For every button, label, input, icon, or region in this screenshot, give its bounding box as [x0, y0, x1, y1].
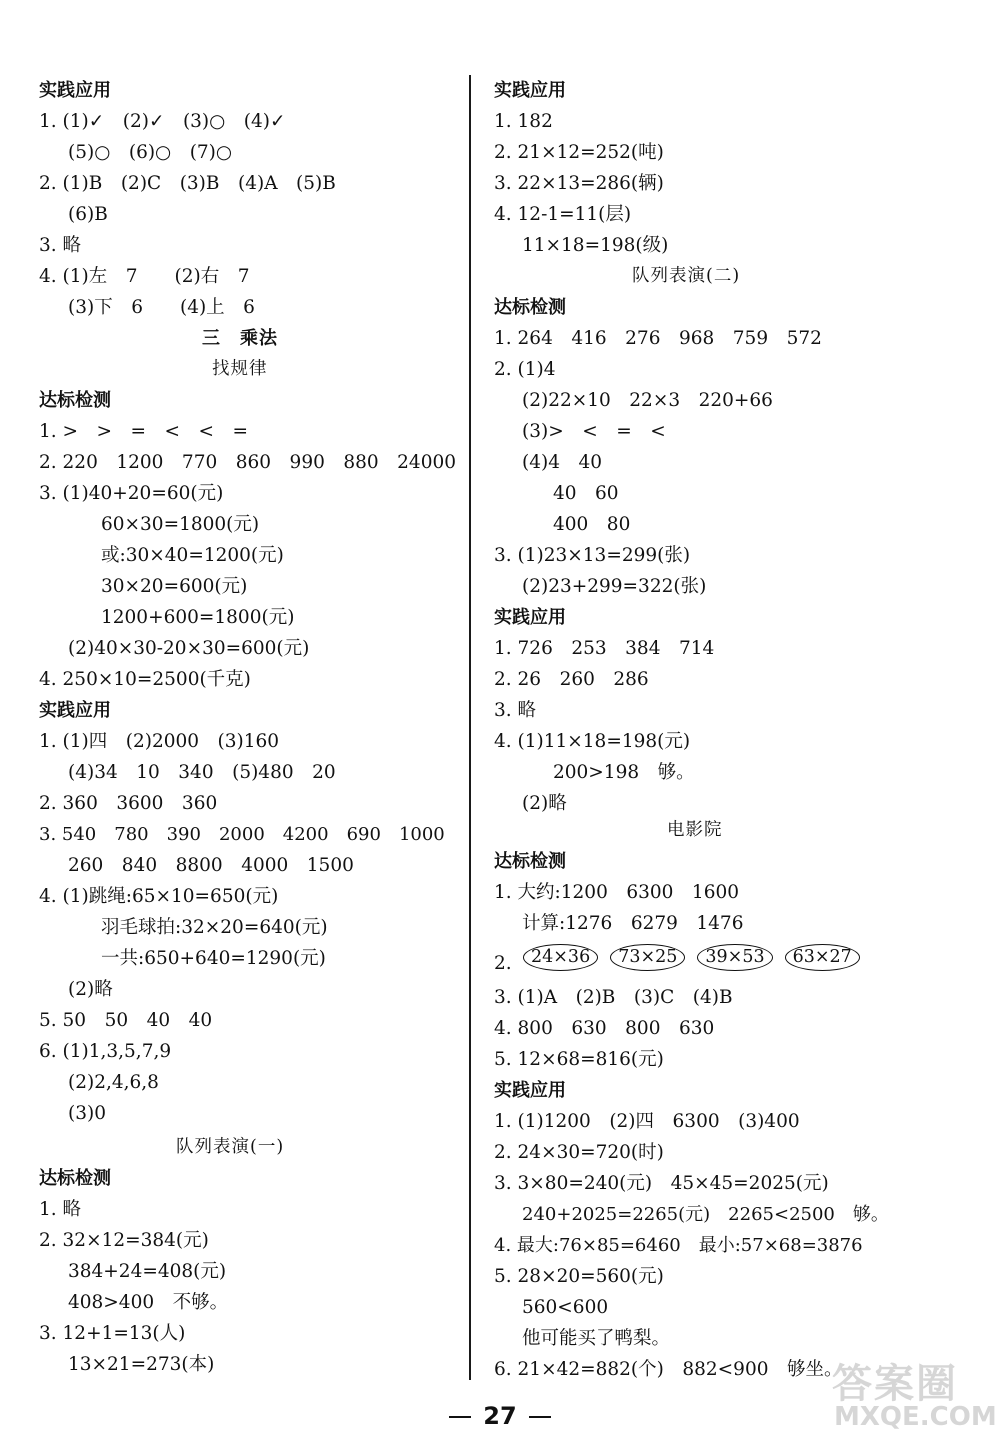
answer-line: 2. 32×12=384(元)	[39, 1230, 209, 1251]
circled-expression: 24×36	[523, 944, 598, 971]
answer-line: (3)0	[68, 1103, 106, 1124]
answer-line: 1. (1)✓ (2)✓ (3)○ (4)✓	[39, 111, 286, 132]
section-heading: 实践应用	[494, 607, 566, 628]
answer-line: 4. (1)左 7 (2)右 7	[39, 266, 250, 287]
answer-line: 408>400 不够。	[68, 1292, 229, 1313]
answer-line: 3. (1)40+20=60(元)	[39, 483, 224, 504]
answer-line: 3. 略	[494, 700, 537, 721]
watermark-url: MXQE.COM	[834, 1402, 997, 1432]
answer-line: 40 60	[553, 483, 619, 504]
answer-line: 1. (1)1200 (2)四 6300 (3)400	[494, 1111, 800, 1132]
column-divider	[469, 75, 471, 1380]
answer-line: 2. (1)4	[494, 359, 556, 380]
section-heading: 实践应用	[494, 80, 566, 101]
answer-line: 1. (1)四 (2)2000 (3)160	[39, 731, 280, 752]
answer-line: (3)下 6 (4)上 6	[68, 297, 255, 318]
answer-line: 4. 最大:76×85=6460 最小:57×68=3876	[494, 1235, 863, 1256]
answer-line: 5. 28×20=560(元)	[494, 1266, 664, 1287]
answer-line: (2)40×30-20×30=600(元)	[68, 638, 310, 659]
answer-line: 1200+600=1800(元)	[101, 607, 295, 628]
section-heading: 达标检测	[494, 297, 566, 318]
answer-line: 6. (1)1,3,5,7,9	[39, 1041, 172, 1062]
answer-line: 1. 264 416 276 968 759 572	[494, 328, 822, 349]
answer-line: 4. 12-1=11(层)	[494, 204, 632, 225]
answer-line: 3. 22×13=286(辆)	[494, 173, 664, 194]
answer-line: 4. (1)11×18=198(元)	[494, 731, 691, 752]
page-number	[0, 1402, 1000, 1430]
answer-line: 羽毛球拍:32×20=640(元)	[101, 917, 328, 938]
answer-line: 1. 略	[39, 1199, 82, 1220]
circled-expression: 63×27	[785, 944, 860, 971]
answer-line: 计算:1276 6279 1476	[522, 913, 744, 934]
answer-line: 一共:650+640=1290(元)	[101, 948, 326, 969]
section-heading: 实践应用	[494, 1080, 566, 1101]
answer-line: 400 80	[553, 514, 631, 535]
circled-expression: 73×25	[610, 944, 685, 971]
answer-line: 4. 800 630 800 630	[494, 1018, 715, 1039]
answer-line: (2)略	[68, 979, 113, 1000]
answer-line: 3. 12+1=13(人)	[39, 1323, 186, 1344]
answer-line: 3. 540 780 390 2000 4200 690 1000	[39, 824, 445, 845]
answer-line: 11×18=198(级)	[522, 235, 669, 256]
section-heading: 达标检测	[494, 851, 566, 872]
answer-line: 200>198 够。	[553, 762, 695, 783]
answer-line: (4)34 10 340 (5)480 20	[68, 762, 336, 783]
answer-line: 1. 726 253 384 714	[494, 638, 715, 659]
answer-line: 4. (1)跳绳:65×10=650(元)	[39, 886, 279, 907]
circled-expressions	[523, 944, 872, 971]
chapter-title: 三 乘法	[202, 328, 278, 349]
answer-line: 3. 3×80=240(元) 45×45=2025(元)	[494, 1173, 829, 1194]
answer-line: 240+2025=2265(元) 2265<2500 够。	[522, 1204, 889, 1225]
page-dash-left	[449, 1416, 471, 1418]
answer-line: 2. 24×30=720(时)	[494, 1142, 664, 1163]
watermark-logo: 答案圈	[832, 1361, 958, 1407]
lesson-title: 队列表演(二)	[632, 266, 741, 286]
answer-line: 2. 220 1200 770 860 990 880 24000	[39, 452, 457, 473]
answer-line: (2)2,4,6,8	[68, 1072, 159, 1093]
answer-line: 2.	[494, 953, 512, 974]
answer-line: 他可能买了鸭梨。	[522, 1328, 671, 1349]
answer-line: 5. 12×68=816(元)	[494, 1049, 664, 1070]
page-number-text: 27	[483, 1402, 517, 1430]
answer-line: 3. 略	[39, 235, 82, 256]
answer-line: 4. 250×10=2500(千克)	[39, 669, 251, 690]
answer-line: 560<600	[522, 1297, 609, 1318]
lesson-title: 电影院	[667, 820, 723, 840]
section-heading: 实践应用	[39, 700, 111, 721]
section-heading: 达标检测	[39, 390, 111, 411]
answer-line: 3. (1)A (2)B (3)C (4)B	[494, 987, 733, 1008]
answer-line: 5. 50 50 40 40	[39, 1010, 213, 1031]
answer-line: (6)B	[68, 204, 108, 225]
answer-line: 3. (1)23×13=299(张)	[494, 545, 691, 566]
answer-line: 30×20=600(元)	[101, 576, 248, 597]
answer-line: (3)> < = <	[522, 421, 666, 442]
answer-line: 1. > > = < < =	[39, 421, 249, 442]
lesson-title: 队列表演(一)	[176, 1137, 285, 1157]
answer-line: 384+24=408(元)	[68, 1261, 227, 1282]
answer-line: 1. 182	[494, 111, 553, 132]
answer-line: 或:30×40=1200(元)	[101, 545, 284, 566]
answer-line: 2. 360 3600 360	[39, 793, 218, 814]
answer-line: 2. 26 260 286	[494, 669, 649, 690]
answer-line: 6. 21×42=882(个) 882<900 够坐。	[494, 1359, 843, 1380]
answer-line: 13×21=273(本)	[68, 1354, 215, 1375]
section-heading: 达标检测	[39, 1168, 111, 1189]
answer-line: (5)○ (6)○ (7)○	[68, 142, 233, 163]
answer-line: 260 840 8800 4000 1500	[68, 855, 354, 876]
answer-line: 1. 大约:1200 6300 1600	[494, 882, 740, 903]
answer-line: (4)4 40	[522, 452, 603, 473]
answer-line: 2. (1)B (2)C (3)B (4)A (5)B	[39, 173, 336, 194]
answer-line: (2)23+299=322(张)	[522, 576, 707, 597]
answer-line: (2)22×10 22×3 220+66	[522, 390, 773, 411]
answer-line: (2)略	[522, 793, 567, 814]
circled-expression: 39×53	[697, 944, 772, 971]
lesson-title: 找规律	[212, 359, 268, 379]
page-dash-right	[529, 1416, 551, 1418]
section-heading: 实践应用	[39, 80, 111, 101]
answer-line: 2. 21×12=252(吨)	[494, 142, 664, 163]
answer-line: 60×30=1800(元)	[101, 514, 260, 535]
